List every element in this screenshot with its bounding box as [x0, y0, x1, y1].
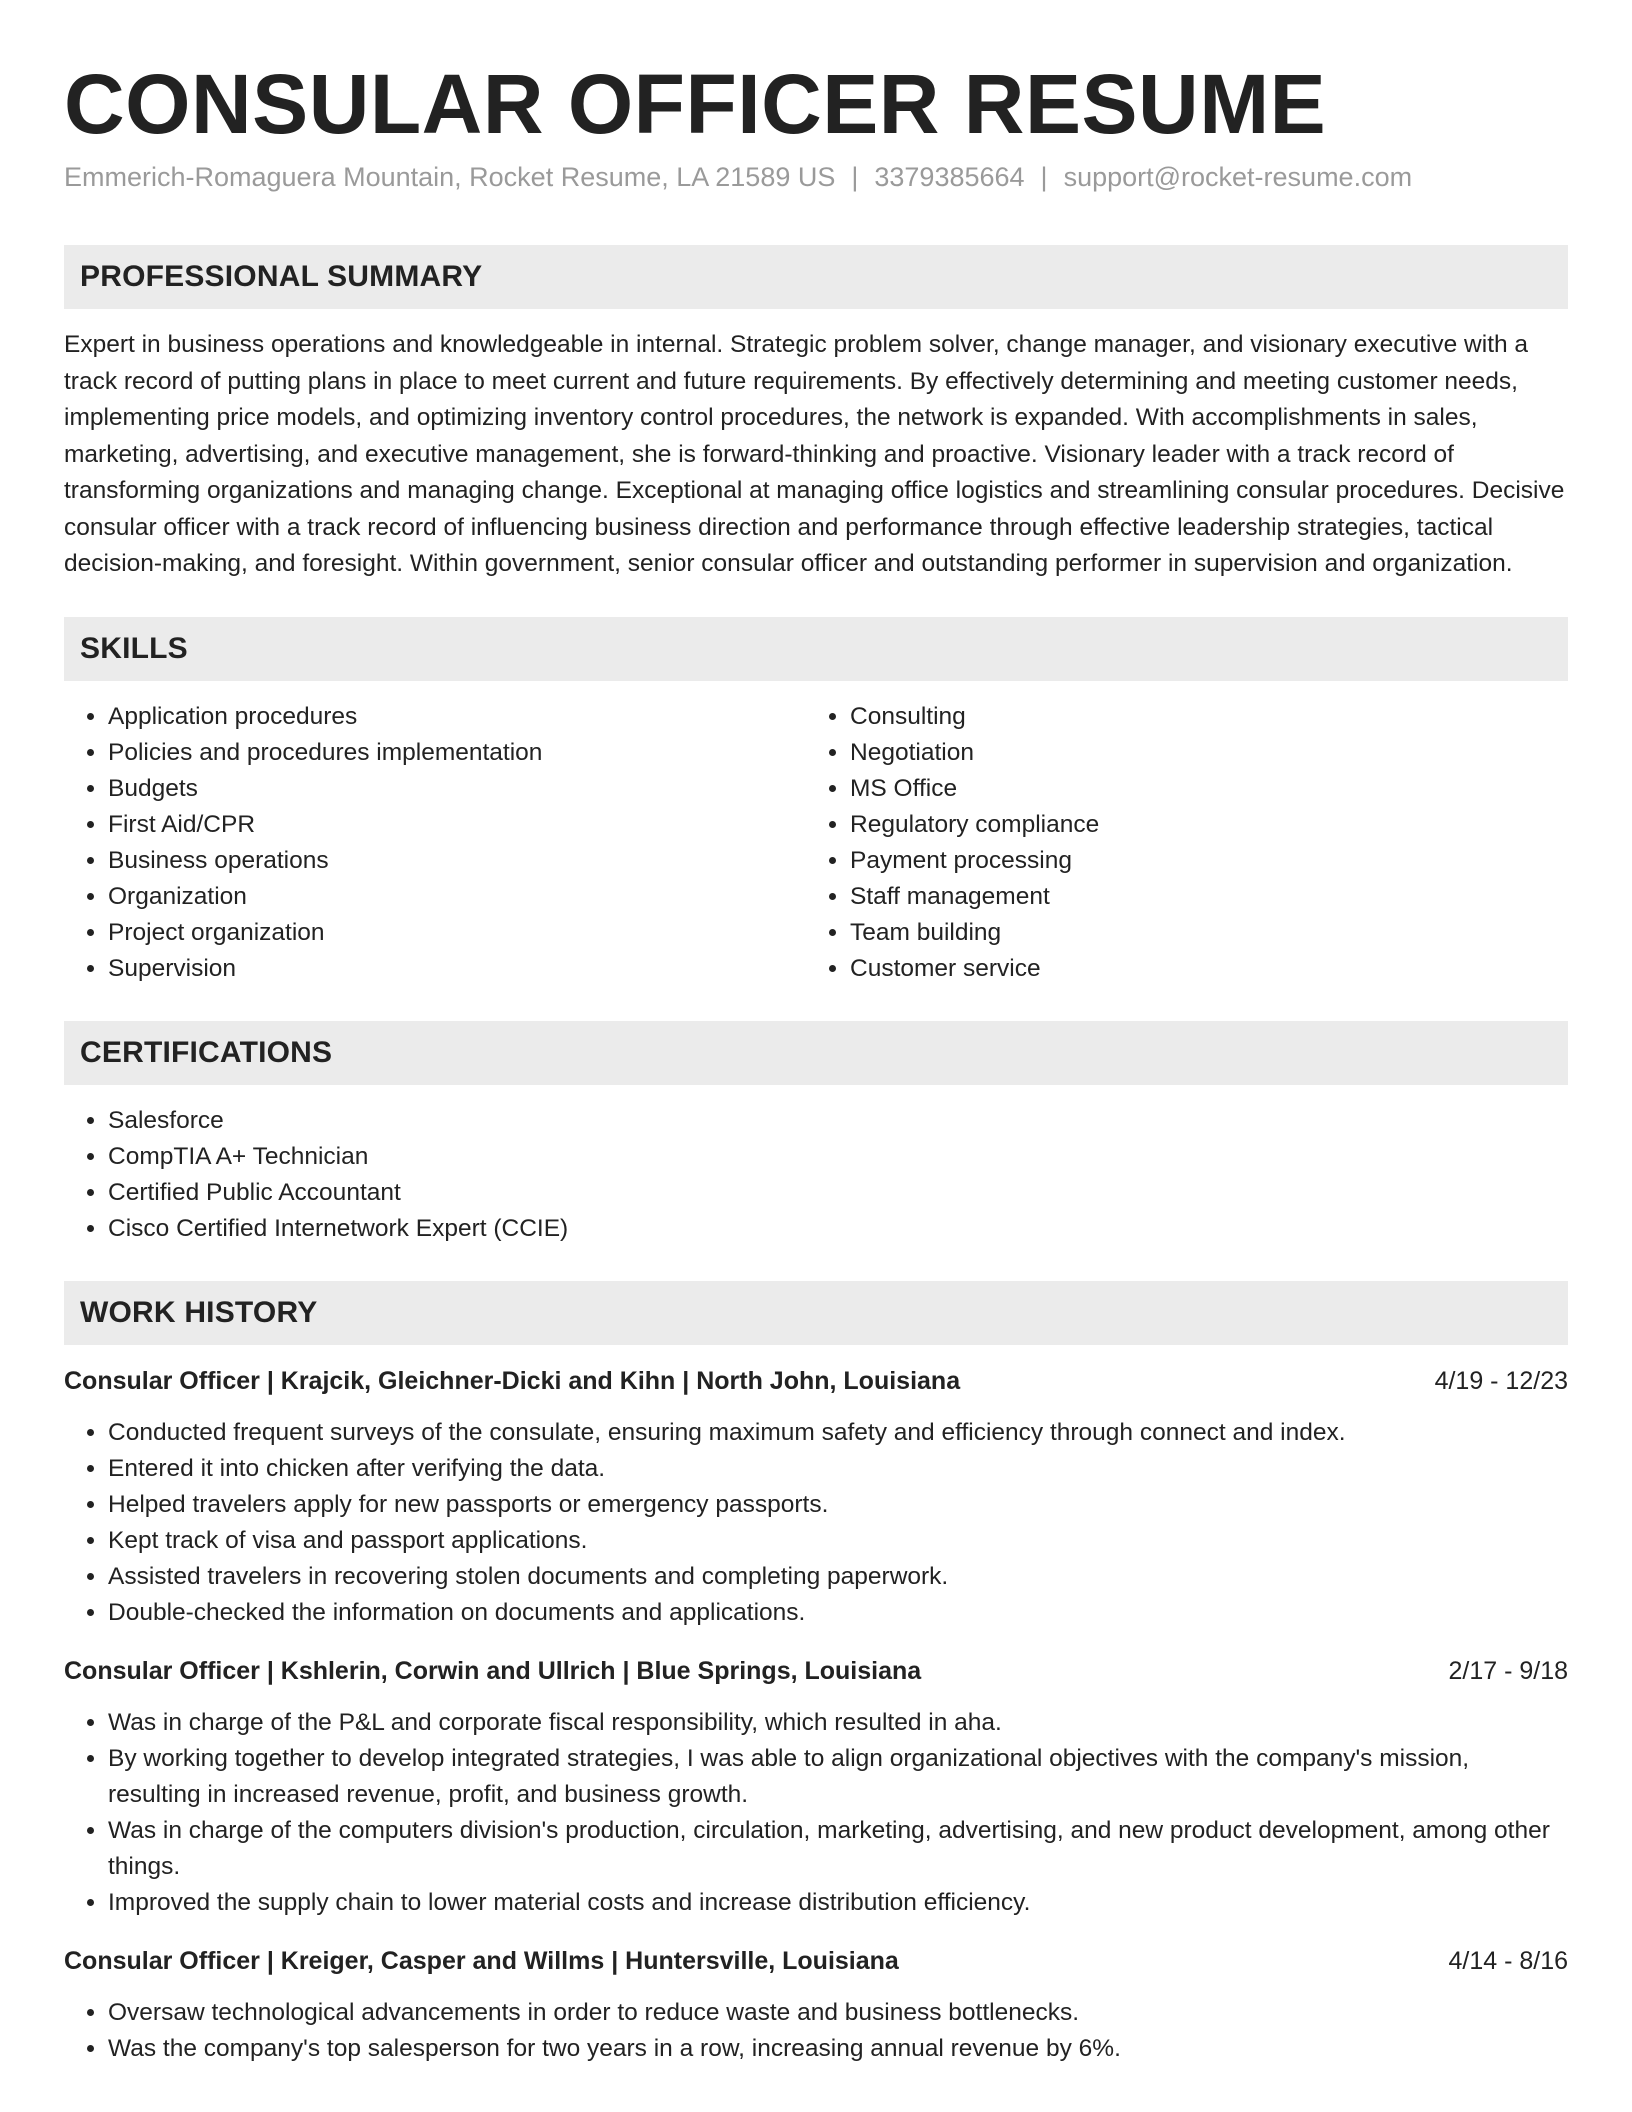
job-bullet: • By working together to develop integrated strategies, I was able to align organizational objectives with the company's mission, resulting in increased revenue, profit, and business growth. [108, 1741, 1568, 1813]
skill-item: • Supervision [108, 951, 806, 987]
job-title: Consular Officer | Kshlerin, Corwin and Ullrich | Blue Springs, Louisiana [64, 1656, 922, 1685]
contact-phone: 3379385664 [874, 162, 1025, 193]
job-bullet: • Conducted frequent surveys of the consulate, ensuring maximum safety and efficiency through connect and index. [108, 1415, 1568, 1451]
skill-item: • Consulting [850, 699, 1548, 735]
skill-item: • Team building [850, 915, 1548, 951]
certification-item: • Salesforce [108, 1103, 1568, 1139]
job-header [64, 1363, 1568, 1399]
skills-list-left [64, 699, 806, 987]
job-bullet: • Kept track of visa and passport applications. [108, 1523, 1568, 1559]
skill-item: • Payment processing [850, 843, 1548, 879]
job-dates: 4/14 - 8/16 [1448, 1946, 1568, 1975]
skill-item: • Organization [108, 879, 806, 915]
certification-item: • CompTIA A+ Technician [108, 1139, 1568, 1175]
skill-item: • Regulatory compliance [850, 807, 1548, 843]
skills-list-right [806, 699, 1548, 987]
job-bullet: • Helped travelers apply for new passports or emergency passports. [108, 1487, 1568, 1523]
skill-item: • Business operations [108, 843, 806, 879]
skills-column-right [806, 699, 1548, 987]
job-bullet: • Was in charge of the P&L and corporate fiscal responsibility, which resulted in aha. [108, 1705, 1568, 1741]
job-bullet: • Double-checked the information on documents and applications. [108, 1595, 1568, 1631]
certifications-list [64, 1103, 1568, 1247]
job-bullet: • Entered it into chicken after verifying the data. [108, 1451, 1568, 1487]
contact-line [64, 162, 1568, 193]
job-title: Consular Officer | Krajcik, Gleichner-Dicki and Kihn | North John, Louisiana [64, 1366, 961, 1395]
contact-email: support@rocket-resume.com [1063, 162, 1413, 193]
certification-item: • Cisco Certified Internetwork Expert (CCIE) [108, 1211, 1568, 1247]
job-header [64, 1943, 1568, 1979]
skill-item: • Application procedures [108, 699, 806, 735]
skill-item: • First Aid/CPR [108, 807, 806, 843]
skill-item: • Budgets [108, 771, 806, 807]
contact-separator: | [851, 162, 859, 193]
page-title: CONSULAR OFFICER RESUME [64, 57, 1327, 151]
job-dates: 2/17 - 9/18 [1448, 1656, 1568, 1685]
skill-item: • Negotiation [850, 735, 1548, 771]
job-bullets [64, 1705, 1568, 1921]
job-bullet: • Oversaw technological advancements in order to reduce waste and business bottlenecks. [108, 1995, 1568, 2031]
job-dates: 4/19 - 12/23 [1434, 1366, 1568, 1395]
section-header-work-history: WORK HISTORY [64, 1281, 1568, 1345]
job-bullets [64, 1995, 1568, 2067]
job-bullet: • Improved the supply chain to lower material costs and increase distribution efficiency. [108, 1885, 1568, 1921]
skill-item: • Customer service [850, 951, 1548, 987]
certifications-bullets [64, 1103, 1568, 1247]
job-entry [64, 1363, 1568, 1631]
certification-item: • Certified Public Accountant [108, 1175, 1568, 1211]
job-header [64, 1653, 1568, 1689]
section-header-certifications: CERTIFICATIONS [64, 1021, 1568, 1085]
job-title: Consular Officer | Kreiger, Casper and Willms | Huntersville, Louisiana [64, 1946, 899, 1975]
contact-separator: | [1040, 162, 1048, 193]
section-header-skills: SKILLS [64, 617, 1568, 681]
section-header-summary: PROFESSIONAL SUMMARY [64, 245, 1568, 309]
skills-list [64, 699, 1568, 987]
job-entry [64, 1653, 1568, 1921]
skill-item: • Staff management [850, 879, 1548, 915]
contact-address: Emmerich-Romaguera Mountain, Rocket Resume, LA 21589 US [64, 162, 836, 193]
skill-item: • Policies and procedures implementation [108, 735, 806, 771]
job-bullet: • Was the company's top salesperson for two years in a row, increasing annual revenue by 6%. [108, 2031, 1568, 2067]
job-bullet: • Was in charge of the computers division's production, circulation, marketing, advertising, and new product development, among other things. [108, 1813, 1568, 1885]
job-bullets [64, 1415, 1568, 1631]
summary-text: Expert in business operations and knowledgeable in internal. Strategic problem solver, change manager, and visionary executive with a track record of putting plans in place to meet current and future requirements. By effectively determining and meeting customer needs, implementing price models, and optimizing inventory control procedures, the network is expanded. With accomplishments in sales, marketing, advertising, and executive management, she is forward-thinking and proactive. Visionary leader with a track record of transforming organizations and managing change. Exceptional at managing office logistics and streamlining consular procedures. Decisive consular officer with a track record of influencing business direction and performance through effective leadership strategies, tactical decision-making, and foresight. Within government, senior consular officer and outstanding performer in supervision and organization. [64, 331, 1565, 578]
skill-item: • Project organization [108, 915, 806, 951]
skills-column-left [64, 699, 806, 987]
job-entry [64, 1943, 1568, 2067]
job-bullet: • Assisted travelers in recovering stolen documents and completing paperwork. [108, 1559, 1568, 1595]
skill-item: • MS Office [850, 771, 1548, 807]
